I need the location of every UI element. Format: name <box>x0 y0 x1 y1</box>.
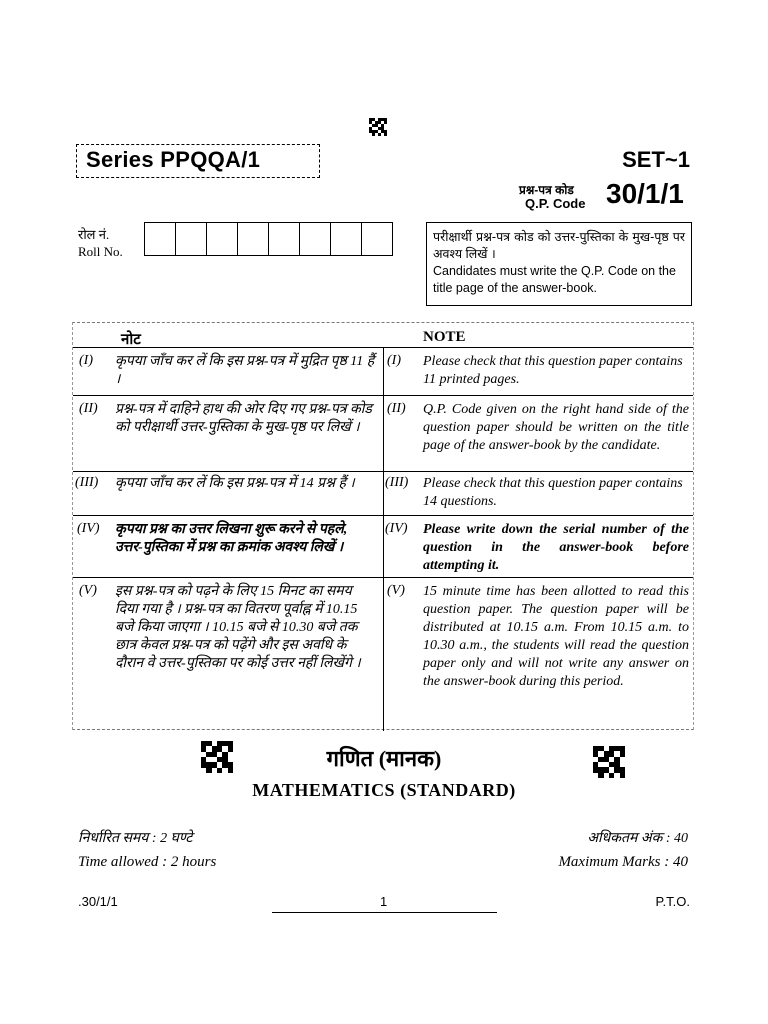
qp-code-label: Q.P. Code <box>525 196 586 211</box>
pto-label: P.T.O. <box>655 894 690 909</box>
footer-divider <box>272 912 497 913</box>
page-number: 1 <box>380 894 388 909</box>
roll-number-boxes[interactable] <box>145 222 393 256</box>
note-text: Please check that this question paper contains 11 printed pages. <box>423 354 683 387</box>
set-label: SET~1 <box>622 147 690 172</box>
maximum-marks-hindi: अधिकतम अंक : 40 <box>587 831 688 846</box>
roll-digit-box[interactable] <box>175 222 207 256</box>
notes-heading: NOTE <box>423 329 466 345</box>
qr-code-icon <box>369 118 387 136</box>
note-text: 15 minute time has been allotted to read this question paper. The question paper will be distributed at 10.15 a.m. From 10.15 a.m. to 10.30 a.m., the students will read the question paper only and will not write any answer on the answer-book during this period. <box>423 584 689 689</box>
note-text: Please write down the serial number of the question in the answer-book before attempting it. <box>423 522 689 573</box>
note-text: Please check that this question paper contains 14 questions. <box>423 476 683 509</box>
time-allowed-hindi: निर्धारित समय : 2 घण्टे <box>78 831 193 846</box>
roll-digit-box[interactable] <box>268 222 300 256</box>
notes-table: नोट NOTE (I) कृपया जाँच कर लें कि इस प्रश्न-पत्र में मुद्रित पृष्ठ 11 हैं । (I) Please check that this question paper contains 11 printed pages. (II) प्रश्न-पत्र में दाहिने हाथ की ओर दिए गए प्रश्न-पत्र कोड को परीक्षार्थी उत्तर-पुस्तिका के मुख-पृष्ठ पर लिखें । (II) Q.P. Code given on the right hand side of the question paper should be written on the title page of the answer-book by the candidate. (III) कृपया जाँच कर लें कि इस प्रश्न-पत्र में 14 प्रश्न हैं । (III) Please check that this question paper contains 14 questions. (IV) कृपया प्रश्न का उत्तर लिखना शुरू करने से पहले, उत्तर-पुस्तिका में प्रश्न का क्रमांक अवश्य लिखें । (IV) Please write down the serial number of the question in the answer-book before attempting it. (V) इस प्रश्न-पत्र को पढ़ने के लिए 15 मिनट का समय दिया गया है । प्रश्न-पत्र का वितरण पूर्वाह्न में 10.15 बजे किया जाएगा । 10.15 बजे से 10.30 बजे तक छात्र केवल प्रश्न-पत्र को पढ़ेंगे और इस अवधि के दौरान वे उत्तर-पुस्तिका पर कोई उत्तर नहीं लिखेंगे । (V) 15 minute time has been allotted to read this question paper. The question paper will be distributed at 10.15 a.m. From 10.15 a.m. to 10.30 a.m., the students will read the question paper only and will not write any answer on the answer-book during this period. <box>72 322 694 730</box>
roll-digit-box[interactable] <box>237 222 269 256</box>
roll-label-hindi: रोल नं. <box>78 227 110 242</box>
instruction-english: Candidates must write the Q.P. Code on the title page of the answer-book. <box>433 264 676 295</box>
roll-label: Roll No. <box>78 244 123 259</box>
note-text-hindi: कृपया जाँच कर लें कि इस प्रश्न-पत्र में मुद्रित पृष्ठ 11 हैं । <box>115 354 375 387</box>
roll-digit-box[interactable] <box>299 222 331 256</box>
subject-title: MATHEMATICS (STANDARD) <box>252 780 516 800</box>
footer-code: .30/1/1 <box>78 894 118 909</box>
qp-code-label-hindi: प्रश्न-पत्र कोड <box>519 183 574 197</box>
note-text-hindi: कृपया प्रश्न का उत्तर लिखना शुरू करने से पहले, उत्तर-पुस्तिका में प्रश्न का क्रमांक अवश्य लिखें । <box>115 522 348 555</box>
qp-code: 30/1/1 <box>606 178 684 209</box>
instruction-box <box>426 222 692 306</box>
roll-digit-box[interactable] <box>206 222 238 256</box>
instruction-hindi: परीक्षार्थी प्रश्न-पत्र कोड को उत्तर-पुस्तिका के मुख-पृष्ठ पर अवश्य लिखें । <box>433 230 685 261</box>
roll-digit-box[interactable] <box>330 222 362 256</box>
time-allowed: Time allowed : 2 hours <box>78 854 217 870</box>
note-text-hindi: इस प्रश्न-पत्र को पढ़ने के लिए 15 मिनट का समय दिया गया है । प्रश्न-पत्र का वितरण पूर्वाह्न में 10.15 बजे किया जाएगा । 10.15 बजे से 10.30 बजे तक छात्र केवल प्रश्न-पत्र को पढ़ेंगे और इस अवधि के दौरान वे उत्तर-पुस्तिका पर कोई उत्तर नहीं लिखेंगे । <box>115 584 361 671</box>
maximum-marks: Maximum Marks : 40 <box>558 854 688 870</box>
series-label: Series PPQQA/1 <box>86 147 261 172</box>
notes-heading-hindi: नोट <box>121 332 141 348</box>
note-text: Q.P. Code given on the right hand side of the question paper should be written on the title page of the answer-book by the candidate. <box>423 402 689 453</box>
note-text-hindi: कृपया जाँच कर लें कि इस प्रश्न-पत्र में 14 प्रश्न हैं । <box>115 476 355 491</box>
roll-digit-box[interactable] <box>361 222 393 256</box>
subject-title-hindi: गणित (मानक) <box>326 746 442 771</box>
note-text-hindi: प्रश्न-पत्र में दाहिने हाथ की ओर दिए गए प्रश्न-पत्र कोड को परीक्षार्थी उत्तर-पुस्तिका के मुख-पृष्ठ पर लिखें । <box>115 402 372 435</box>
roll-digit-box[interactable] <box>144 222 176 256</box>
